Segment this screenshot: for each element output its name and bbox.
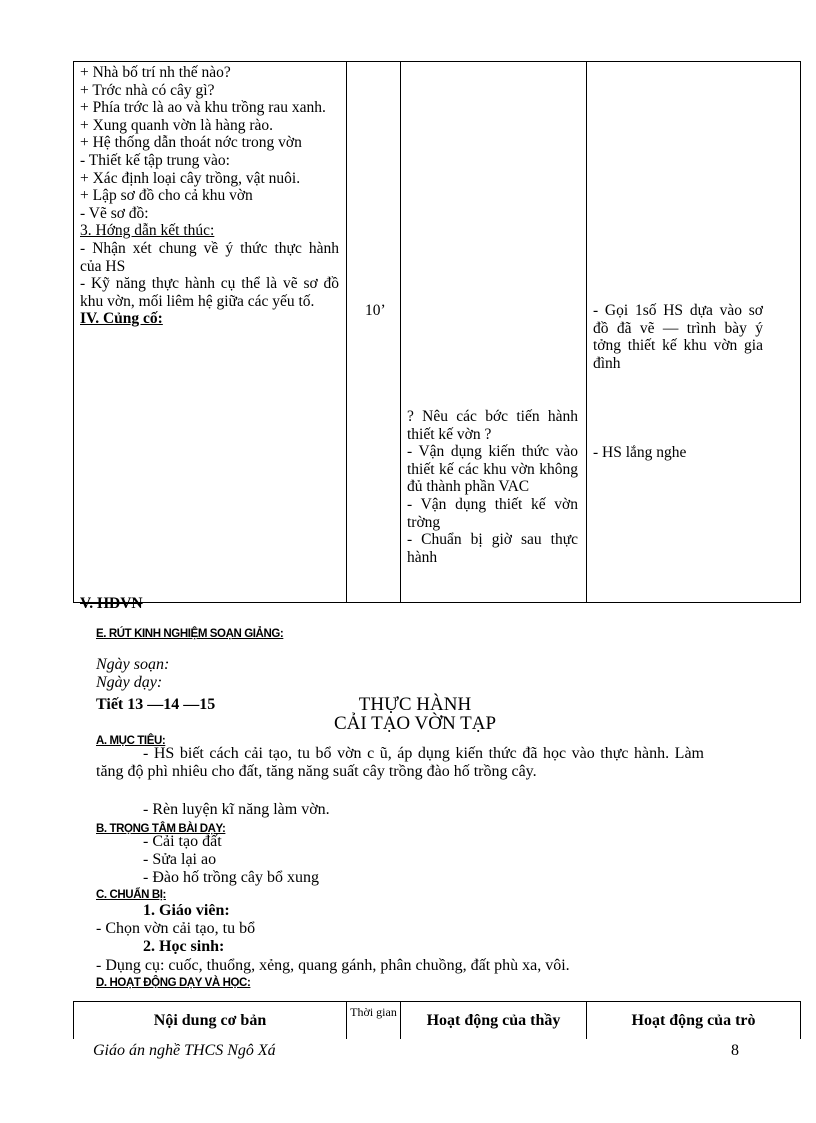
header-student: Hoạt động của trò <box>631 1011 756 1029</box>
focus-item: - Sửa lại ao <box>143 851 217 868</box>
section-a-heading: A. MỤC TIÊU: <box>96 735 166 747</box>
ngay-day: Ngày dạy: <box>96 674 163 691</box>
list-item: - Nhận xét chung về ý thức thực hành của HS <box>80 239 339 275</box>
list-item: + Xung quanh vờn là hàng rào. <box>80 116 273 134</box>
focus-item: - Cải tạo đất <box>143 833 222 850</box>
student-cell-a: - Gọi 1số HS dựa vào sơ đồ đã vẽ — trình bày ý tởng thiết kế khu vờn gia đình <box>593 302 763 372</box>
list-item: + Nhà bố trí nh thế nào? <box>80 64 231 81</box>
list-item: + Lập sơ đồ cho cả khu vờn <box>80 187 253 205</box>
section-b-heading: B. TRỌNG TÂM BÀI DẠY: <box>96 823 226 835</box>
list-item: - Vận dụng thiết kế vờn trờng <box>407 495 578 531</box>
student-cell-b: - HS lắng nghe <box>593 444 687 461</box>
subheading-hdvn: V. HDVN <box>80 595 143 612</box>
subheading: IV. Củng cố: <box>80 310 163 328</box>
list-item: + Trớc nhà có cây gì? <box>80 81 215 99</box>
lesson-period: Tiết 13 —14 —15 <box>96 696 216 713</box>
page-title: THỰC HÀNH <box>358 694 472 715</box>
footer-caption: Giáo án nghề THCS Ngô Xá <box>93 1042 276 1059</box>
time-value: 10’ <box>365 302 386 319</box>
list-item: - Kỹ năng thực hành cụ thể là vẽ sơ đồ khu vờn, mối liêm hệ giữa các yếu tố. <box>80 275 339 310</box>
section-d-heading: D. HOẠT ĐỘNG DẠY VÀ HỌC: <box>96 977 251 989</box>
page-subtitle: CẢI TẠO VỜN TẠP <box>333 713 497 734</box>
list-item: + Xác định loại cây trồng, vật nuôi. <box>80 169 301 187</box>
list-item: ? Nêu các bớc tiến hành thiết kế vờn ? <box>407 408 578 443</box>
list-item: - Vận dụng kiến thức vào thiết kế các khu vờn không đủ thành phần VAC <box>407 443 578 496</box>
table-column-time <box>347 62 401 602</box>
table-column-content <box>74 62 347 612</box>
activity-table <box>73 61 801 612</box>
content-cell <box>80 64 339 328</box>
page-number: 8 <box>731 1042 739 1059</box>
table-column-teacher <box>401 62 587 602</box>
list-item: - Vẽ sơ đồ: <box>80 204 149 222</box>
objective-1: - HS biết cách cải tạo, tu bổ vờn c ũ, áp dụng kiến thức đã học vào thực hành. Làm tăng độ phì nhiêu cho đất, tăng năng suất cây trồng đào hố trồng cây. <box>96 745 704 780</box>
objective-2: - Rèn luyện kĩ năng làm vờn. <box>143 801 330 818</box>
section-c-heading: C. CHUẨN BỊ: <box>96 889 166 901</box>
subheading: 3. Hớng dẫn kết thúc: <box>80 222 215 240</box>
table-column-student <box>587 62 802 602</box>
list-item: + Phía trớc là ao và khu trồng rau xanh. <box>80 99 326 117</box>
teacher-label: 1. Giáo viên: <box>143 902 230 919</box>
activities-table-header <box>73 1001 801 1039</box>
list-item: - Thiết kế tập trung vào: <box>80 151 230 169</box>
section-e-heading: E. RÚT KINH NGHIỆM SOẠN GIẢNG: <box>96 628 284 640</box>
teacher-cell <box>407 408 578 566</box>
list-item: - Chuẩn bị giờ sau thực hành <box>407 531 578 566</box>
ngay-soan: Ngày soạn: <box>96 656 170 673</box>
student-prep: - Dụng cụ: cuốc, thuổng, xẻng, quang gánh, phân chuồng, đất phù xa, vôi. <box>96 957 570 974</box>
focus-item: - Đào hố trồng cây bổ xung <box>143 869 319 886</box>
list-item: + Hệ thống dẫn thoát nớc trong vờn <box>80 134 302 152</box>
header-time: Thời gian <box>347 1002 401 1039</box>
header-content: Nội dung cơ bản <box>74 1002 347 1039</box>
student-label: 2. Học sinh: <box>143 938 225 955</box>
header-teacher: Hoạt động của thầy <box>401 1002 587 1039</box>
teacher-prep: - Chọn vờn cải tạo, tu bổ <box>96 920 256 937</box>
